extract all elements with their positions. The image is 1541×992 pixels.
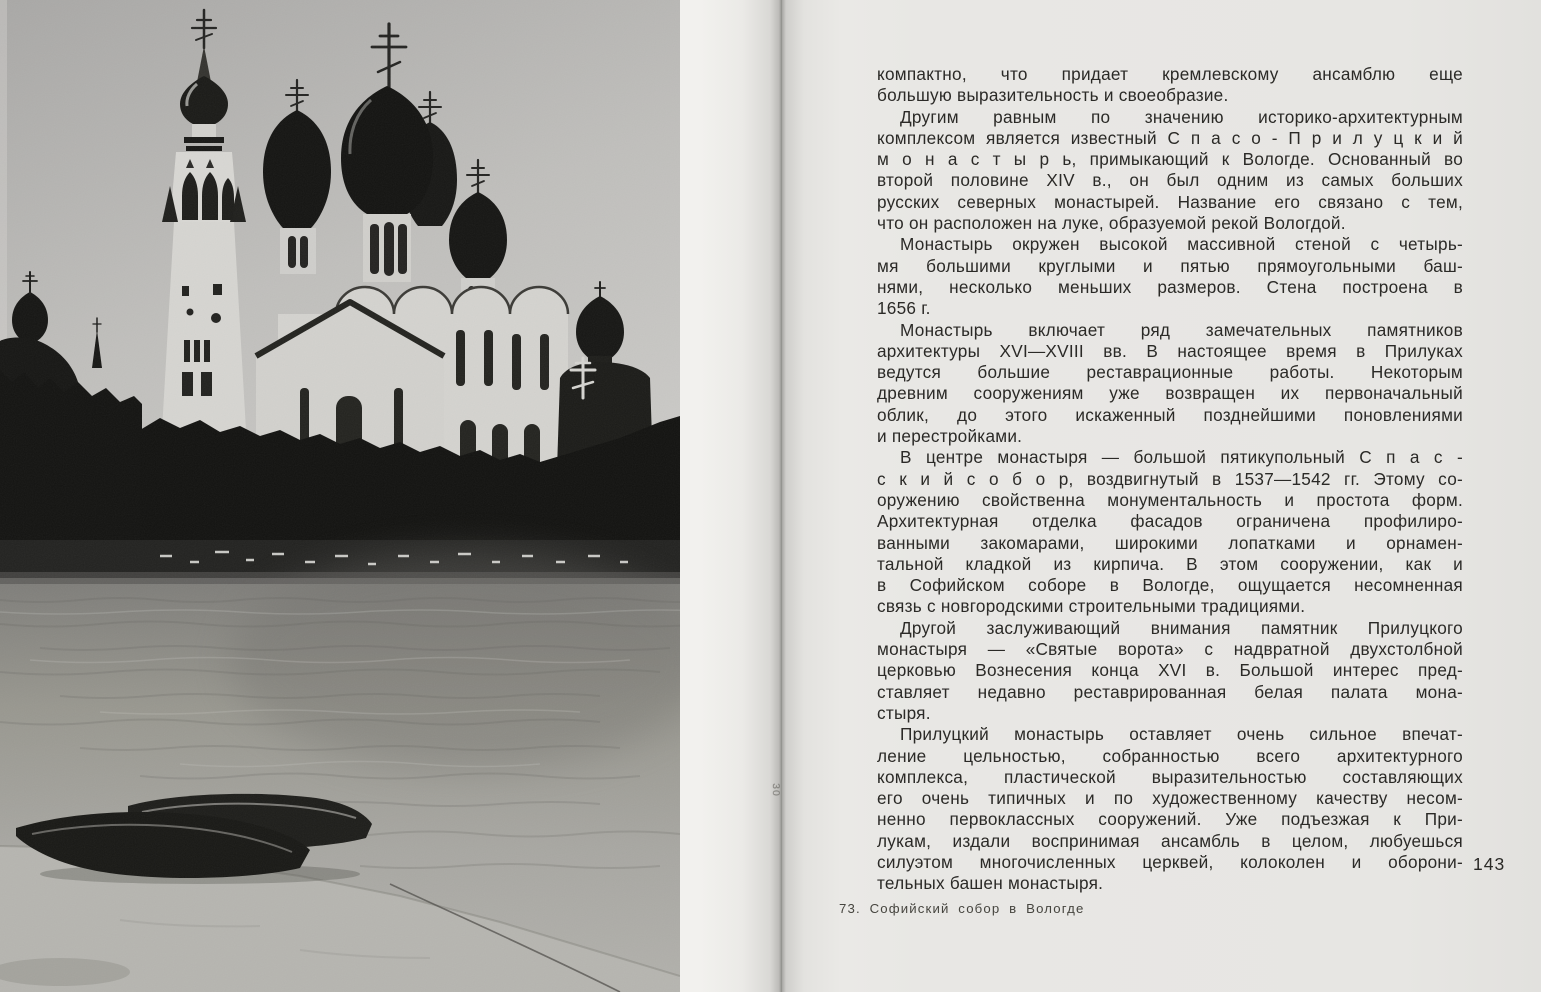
text-line: с к и й с о б о р, воздвигнутый в 1537—1542 гг. Этому со-	[877, 468, 1463, 489]
body-text	[877, 64, 1463, 895]
text-line: Монастырь включает ряд замечательных памятников	[900, 319, 1463, 340]
text-line: ведутся большие реставрационные работы. Некоторым	[877, 362, 1463, 383]
text-line: связь с новгородскими строительными традициями.	[877, 596, 1306, 617]
text-line: русских северных монастырей. Название его связано с тем,	[877, 191, 1463, 212]
text-line: Другой заслуживающий внимания памятник Прилуцкого	[900, 617, 1463, 638]
text-line: ставляет недавно реставрированная белая палата мона-	[877, 681, 1463, 702]
photo-sofia-cathedral-vologda	[0, 0, 680, 992]
text-line: Прилуцкий монастырь оставляет очень сильное впечат-	[900, 724, 1463, 745]
text-line: второй половине XIV в., он был одним из самых больших	[877, 170, 1463, 191]
text-line: оружению свойственна монументальность и простота форм.	[877, 489, 1463, 510]
text-line: комплексом является известный С п а с о - П р и л у ц к и й	[877, 127, 1463, 148]
text-line: Архитектурная отделка фасадов ограничена профилиро-	[877, 511, 1463, 532]
text-line: церковью Вознесения конца XVI в. Большой интерес пред-	[877, 660, 1463, 681]
text-line: тельных башен монастыря.	[877, 873, 1104, 894]
text-line: лукам, издали воспринимая ансамбль в целом, любуешься	[877, 830, 1463, 851]
photo-caption: 73. Софийский собор в Вологде	[839, 901, 1085, 916]
text-line: древним сооружениям уже возвращен их первоначальный	[877, 383, 1463, 404]
text-line: в Софийском соборе в Вологде, ощущается несомненная	[877, 575, 1463, 596]
signature-mark: 30	[769, 783, 782, 797]
text-line: его очень типичных и по художественному качеству несом-	[877, 788, 1463, 809]
film-grain	[0, 0, 680, 992]
text-line: силуэтом многочисленных церквей, колоколен и оборони-	[877, 851, 1463, 872]
text-line: монастыря — «Святые ворота» с надвратной двухстолбной	[877, 639, 1463, 660]
text-line: компактно, что придает кремлевскому ансамблю еще	[877, 64, 1463, 84]
text-line: комплекса, пластической выразительностью составляющих	[877, 766, 1463, 787]
text-line: нями, несколько меньших размеров. Стена построена в	[877, 276, 1463, 297]
text-line: стыря.	[877, 702, 931, 723]
text-line: ванными закомарами, широкими лопатками и орнамен-	[877, 532, 1463, 553]
text-line: большую выразительность и своеобразие.	[877, 85, 1229, 106]
text-line: облик, до этого искаженный позднейшими поновлениями	[877, 404, 1463, 425]
text-line: Монастырь окружен высокой массивной стеной с четырь-	[900, 234, 1463, 255]
right-page	[782, 0, 1541, 992]
text-line: ненно первоклассных сооружений. Уже подъезжая к При-	[877, 809, 1463, 830]
text-line: Другим равным по значению историко-архитектурным	[900, 106, 1463, 127]
text-line: мя большими круглыми и пятью прямоугольными баш-	[877, 255, 1463, 276]
text-line: В центре монастыря — большой пятикупольный С п а с -	[900, 447, 1463, 468]
text-line: 1656 г.	[877, 298, 931, 319]
text-line: тальной кладкой из кирпича. В этом сооружении, как и	[877, 553, 1463, 574]
text-line: м о н а с т ы р ь, примыкающий к Вологде. Основанный во	[877, 149, 1463, 170]
page-number: 143	[1473, 854, 1506, 874]
text-line: и перестройками.	[877, 426, 1023, 447]
text-line: архитектуры XVI—XVIII вв. В настоящее время в Прилуках	[877, 340, 1463, 361]
text-line: ление цельностью, собранностью всего архитектурного	[877, 745, 1463, 766]
text-line: что он расположен на луке, образуемой рекой Вологдой.	[877, 213, 1346, 234]
